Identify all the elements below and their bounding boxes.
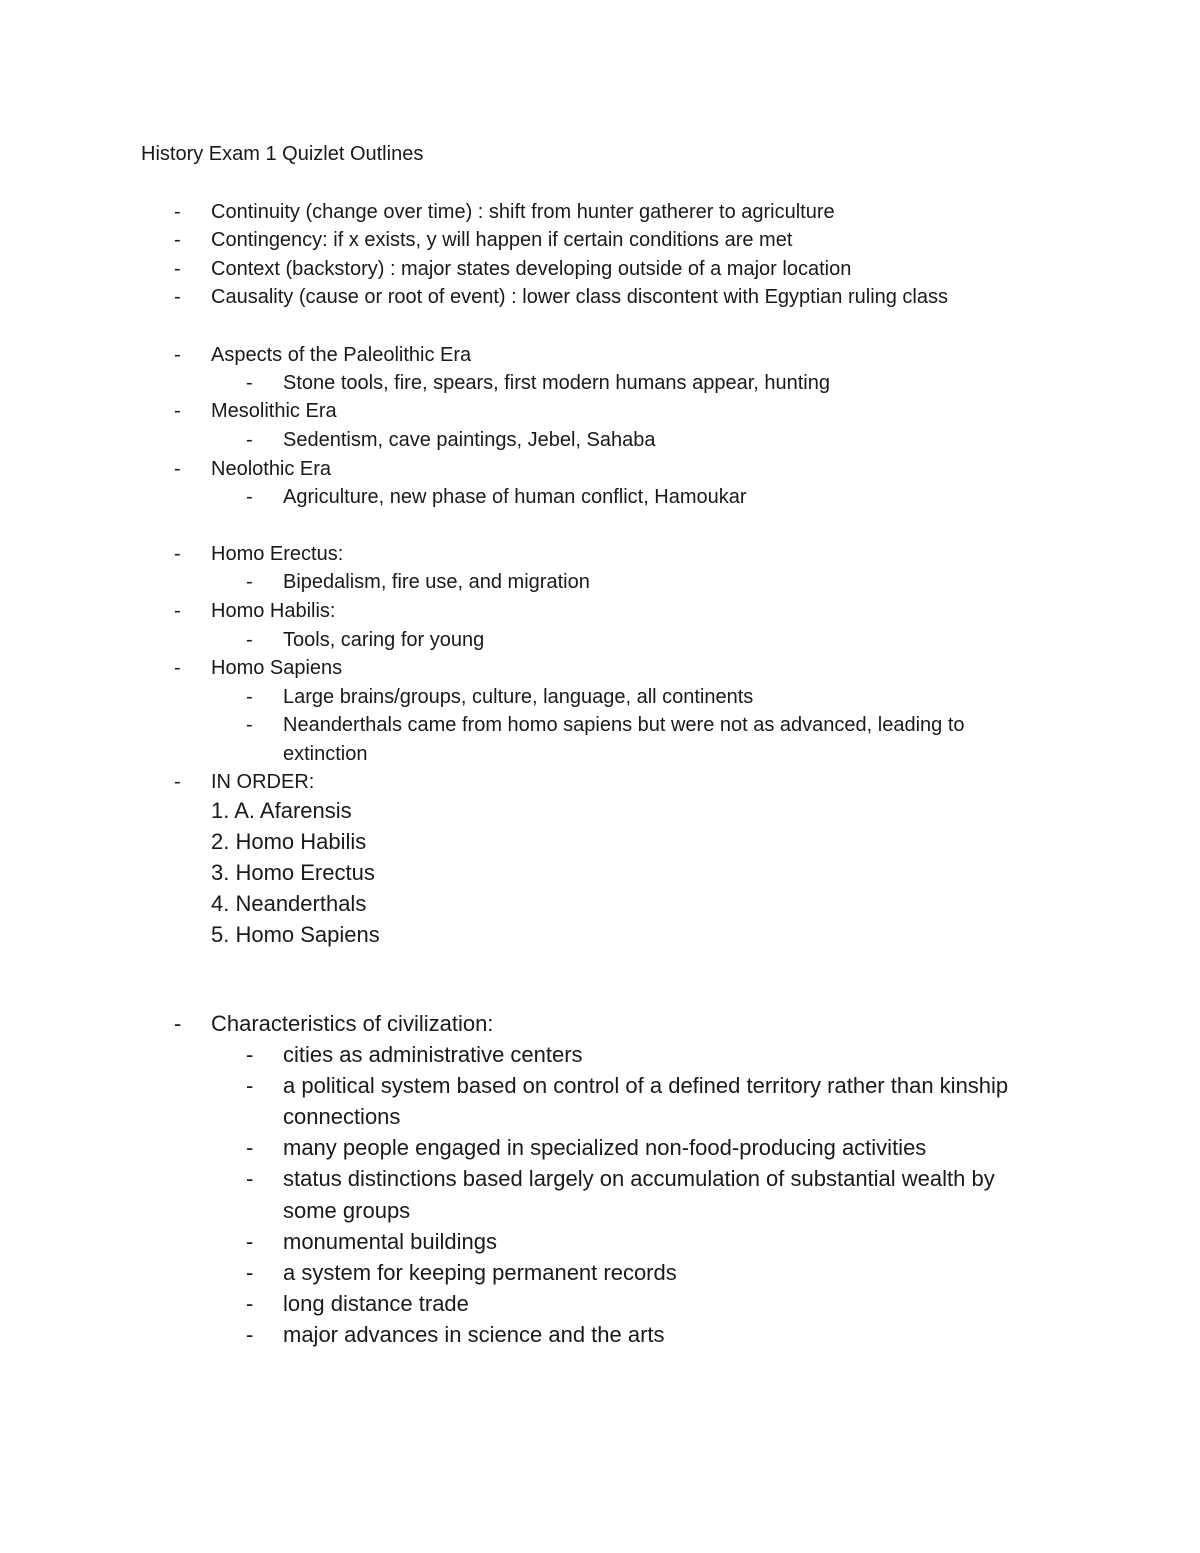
era-paleolithic-detail: Stone tools, fire, spears, first modern humans appear, hunting — [283, 372, 830, 394]
bullet-dash: - — [246, 1260, 254, 1285]
bullet-dash: - — [174, 400, 181, 422]
civ-item: cities as administrative centers — [283, 1042, 583, 1067]
bullet-dash: - — [246, 571, 253, 593]
list-item — [174, 598, 335, 624]
list-item — [174, 456, 331, 482]
era-paleolithic: Aspects of the Paleolithic Era — [211, 344, 472, 366]
species-habilis-detail: Tools, caring for young — [283, 629, 485, 651]
order-label: IN ORDER: — [211, 771, 315, 793]
list-item — [174, 769, 314, 795]
list-item — [174, 342, 471, 368]
civ-item-cont: connections — [283, 1104, 401, 1129]
species-neanderthal-note: Neanderthals came from homo sapiens but were not as advanced, leading to — [283, 714, 965, 736]
era-mesolithic-detail: Sedentism, cave paintings, Jebel, Sahaba — [283, 429, 656, 451]
list-item — [174, 199, 835, 225]
sub-list-item — [246, 370, 830, 396]
civ-item: many people engaged in specialized non-food-producing activities — [283, 1135, 927, 1160]
sub-list-item — [246, 1290, 469, 1318]
bullet-dash: - — [246, 1135, 254, 1160]
document-title: History Exam 1 Quizlet Outlines — [141, 143, 424, 165]
sub-list-item — [246, 569, 590, 595]
concept-causality: Causality (cause or root of event) : lower class discontent with Egyptian ruling class — [211, 286, 949, 308]
bullet-dash: - — [246, 1322, 254, 1347]
sub-list-item — [246, 684, 753, 710]
order-item: 1. A. Afarensis — [211, 798, 352, 823]
concept-continuity: Continuity (change over time) : shift from hunter gatherer to agriculture — [211, 201, 835, 223]
sub-list-item — [246, 712, 965, 738]
bullet-dash: - — [246, 1229, 254, 1254]
bullet-dash: - — [246, 486, 253, 508]
sub-list-item — [246, 1228, 497, 1256]
bullet-dash: - — [174, 258, 181, 280]
species-erectus-detail: Bipedalism, fire use, and migration — [283, 571, 590, 593]
list-item — [174, 227, 792, 253]
list-item — [174, 1010, 493, 1038]
bullet-dash: - — [174, 543, 181, 565]
bullet-dash: - — [246, 686, 253, 708]
list-item — [174, 655, 342, 681]
bullet-dash: - — [174, 657, 181, 679]
sub-list-item — [246, 1321, 665, 1349]
bullet-dash: - — [246, 1166, 254, 1191]
civ-item: monumental buildings — [283, 1229, 498, 1254]
species-sapiens-detail: Large brains/groups, culture, language, all continents — [283, 686, 754, 708]
bullet-dash: - — [174, 229, 181, 251]
bullet-dash: - — [174, 600, 181, 622]
bullet-dash: - — [174, 344, 181, 366]
civilization-heading: Characteristics of civilization: — [211, 1011, 494, 1036]
sub-list-item — [246, 627, 484, 653]
civ-item: major advances in science and the arts — [283, 1322, 665, 1347]
bullet-dash: - — [246, 429, 253, 451]
civ-item: a system for keeping permanent records — [283, 1260, 677, 1285]
civ-item: a political system based on control of a defined territory rather than kinship — [283, 1073, 1009, 1098]
concept-context: Context (backstory) : major states developing outside of a major location — [211, 258, 852, 280]
bullet-dash: - — [174, 458, 181, 480]
era-neolithic: Neolothic Era — [211, 458, 332, 480]
civ-item: status distinctions based largely on accumulation of substantial wealth by — [283, 1166, 995, 1191]
sub-list-item — [246, 1134, 926, 1162]
sub-list-item — [246, 1041, 583, 1069]
order-item: 2. Homo Habilis — [211, 829, 367, 854]
species-erectus: Homo Erectus: — [211, 543, 344, 565]
sub-list-item — [246, 427, 655, 453]
era-neolithic-detail: Agriculture, new phase of human conflict, Hamoukar — [283, 486, 747, 508]
bullet-dash: - — [246, 1073, 254, 1098]
bullet-dash: - — [174, 771, 181, 793]
species-sapiens: Homo Sapiens — [211, 657, 343, 679]
list-item — [174, 256, 851, 282]
species-habilis: Homo Habilis: — [211, 600, 336, 622]
sub-list-item — [246, 1259, 677, 1287]
order-item: 4. Neanderthals — [211, 891, 367, 916]
sub-list-item — [246, 1165, 995, 1193]
list-item — [174, 541, 343, 567]
bullet-dash: - — [246, 1291, 254, 1316]
order-item: 5. Homo Sapiens — [211, 922, 380, 947]
sub-list-item — [246, 484, 747, 510]
list-item — [174, 284, 948, 310]
list-item — [174, 398, 337, 424]
concept-contingency: Contingency: if x exists, y will happen if certain conditions are met — [211, 229, 793, 251]
era-mesolithic: Mesolithic Era — [211, 400, 337, 422]
bullet-dash: - — [174, 1011, 182, 1036]
bullet-dash: - — [246, 714, 253, 736]
bullet-dash: - — [246, 1042, 254, 1067]
sub-list-item — [246, 1072, 1008, 1100]
bullet-dash: - — [246, 629, 253, 651]
civ-item: long distance trade — [283, 1291, 469, 1316]
bullet-dash: - — [174, 201, 181, 223]
species-neanderthal-note-cont: extinction — [283, 743, 368, 765]
civ-item-cont: some groups — [283, 1198, 411, 1223]
bullet-dash: - — [246, 372, 253, 394]
order-item: 3. Homo Erectus — [211, 860, 375, 885]
bullet-dash: - — [174, 286, 181, 308]
